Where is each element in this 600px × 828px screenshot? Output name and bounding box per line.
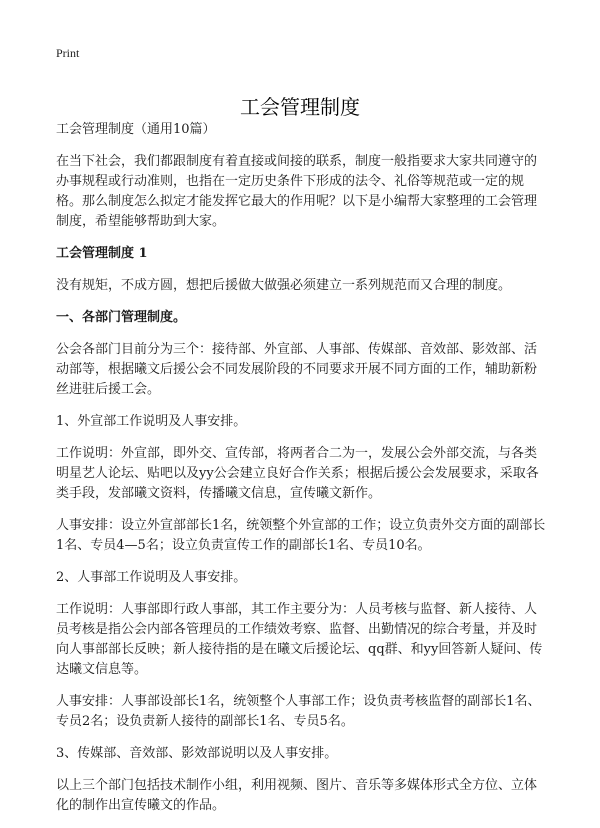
staffing-paragraph: 人事安排：设立外宣部部长1名，统领整个外宣部的工作；设立负责外交方面的副部长1名、专员4—5名；设立负责宣传工作的副部长1名、专员10名。 — [56, 518, 546, 553]
section-heading: 工会管理制度 1 — [56, 246, 148, 261]
media-departments-paragraph: 以上三个部门包括技术制作小组，利用视频、图片、音乐等多媒体形式全方位、立体化的制作出宣传曦文的作品。 — [56, 778, 538, 813]
intro-paragraph: 在当下社会，我们都跟制度有着直接或间接的联系，制度一般指要求大家共同遵守的办事规程或行动准则，也指在一定历史条件下形成的法令、礼俗等规范或一定的规格。那么制度怎么拟定才能发挥它最大的作用呢？以下是小编帮大家整理的工会管理制度，希望能够帮助到大家。 — [56, 154, 538, 229]
document-body — [56, 120, 548, 828]
section-paragraph: 没有规矩，不成方圆，想把后援做大做强必须建立一系列规范而又合理的制度。 — [56, 278, 512, 293]
page-title: 工会管理制度 — [240, 95, 360, 120]
work-description-paragraph: 工作说明：人事部即行政人事部，其工作主要分为：人员考核与监督、新人接待、人员考核是指公会内部各管理员的工作绩效考察、监督、出勤情况的综合考量，并及时向人事部部长反映；新人接待指的是在曦文后援论坛、qq群、和yy回答新人疑问、传达曦文信息等。 — [56, 602, 543, 677]
list-item-heading: 2、人事部工作说明及人事安排。 — [56, 570, 247, 585]
staffing-paragraph: 人事安排：人事部设部长1名，统领整个人事部工作；设负责考核监督的副部长1名、专员2名；设负责新人接待的副部长1名、专员5名。 — [56, 694, 541, 729]
work-description-paragraph: 工作说明：外宣部，即外交、宣传部，将两者合二为一，发展公会外部交流，与各类明星艺人论坛、贴吧以及yy公会建立良好合作关系；根据后援公会发展要求，采取各类手段，发部曦文资料，传播曦文信息，宣传曦文新作。 — [56, 446, 539, 501]
list-item-heading: 1、外宣部工作说明及人事安排。 — [56, 414, 247, 429]
subheading: 一、各部门管理制度。 — [56, 310, 187, 325]
print-link[interactable]: Print — [56, 46, 80, 60]
list-item-heading: 3、传媒部、音效部、影效部说明以及人事安排。 — [56, 746, 338, 761]
departments-paragraph: 公会各部门目前分为三个：接待部、外宣部、人事部、传媒部、音效部、影效部、活动部等，根据曦文后援公会不同发展阶段的不同要求开展不同方面的工作，辅助新粉丝进驻后援工会。 — [56, 342, 538, 397]
subtitle: 工会管理制度（通用10篇） — [56, 122, 216, 137]
